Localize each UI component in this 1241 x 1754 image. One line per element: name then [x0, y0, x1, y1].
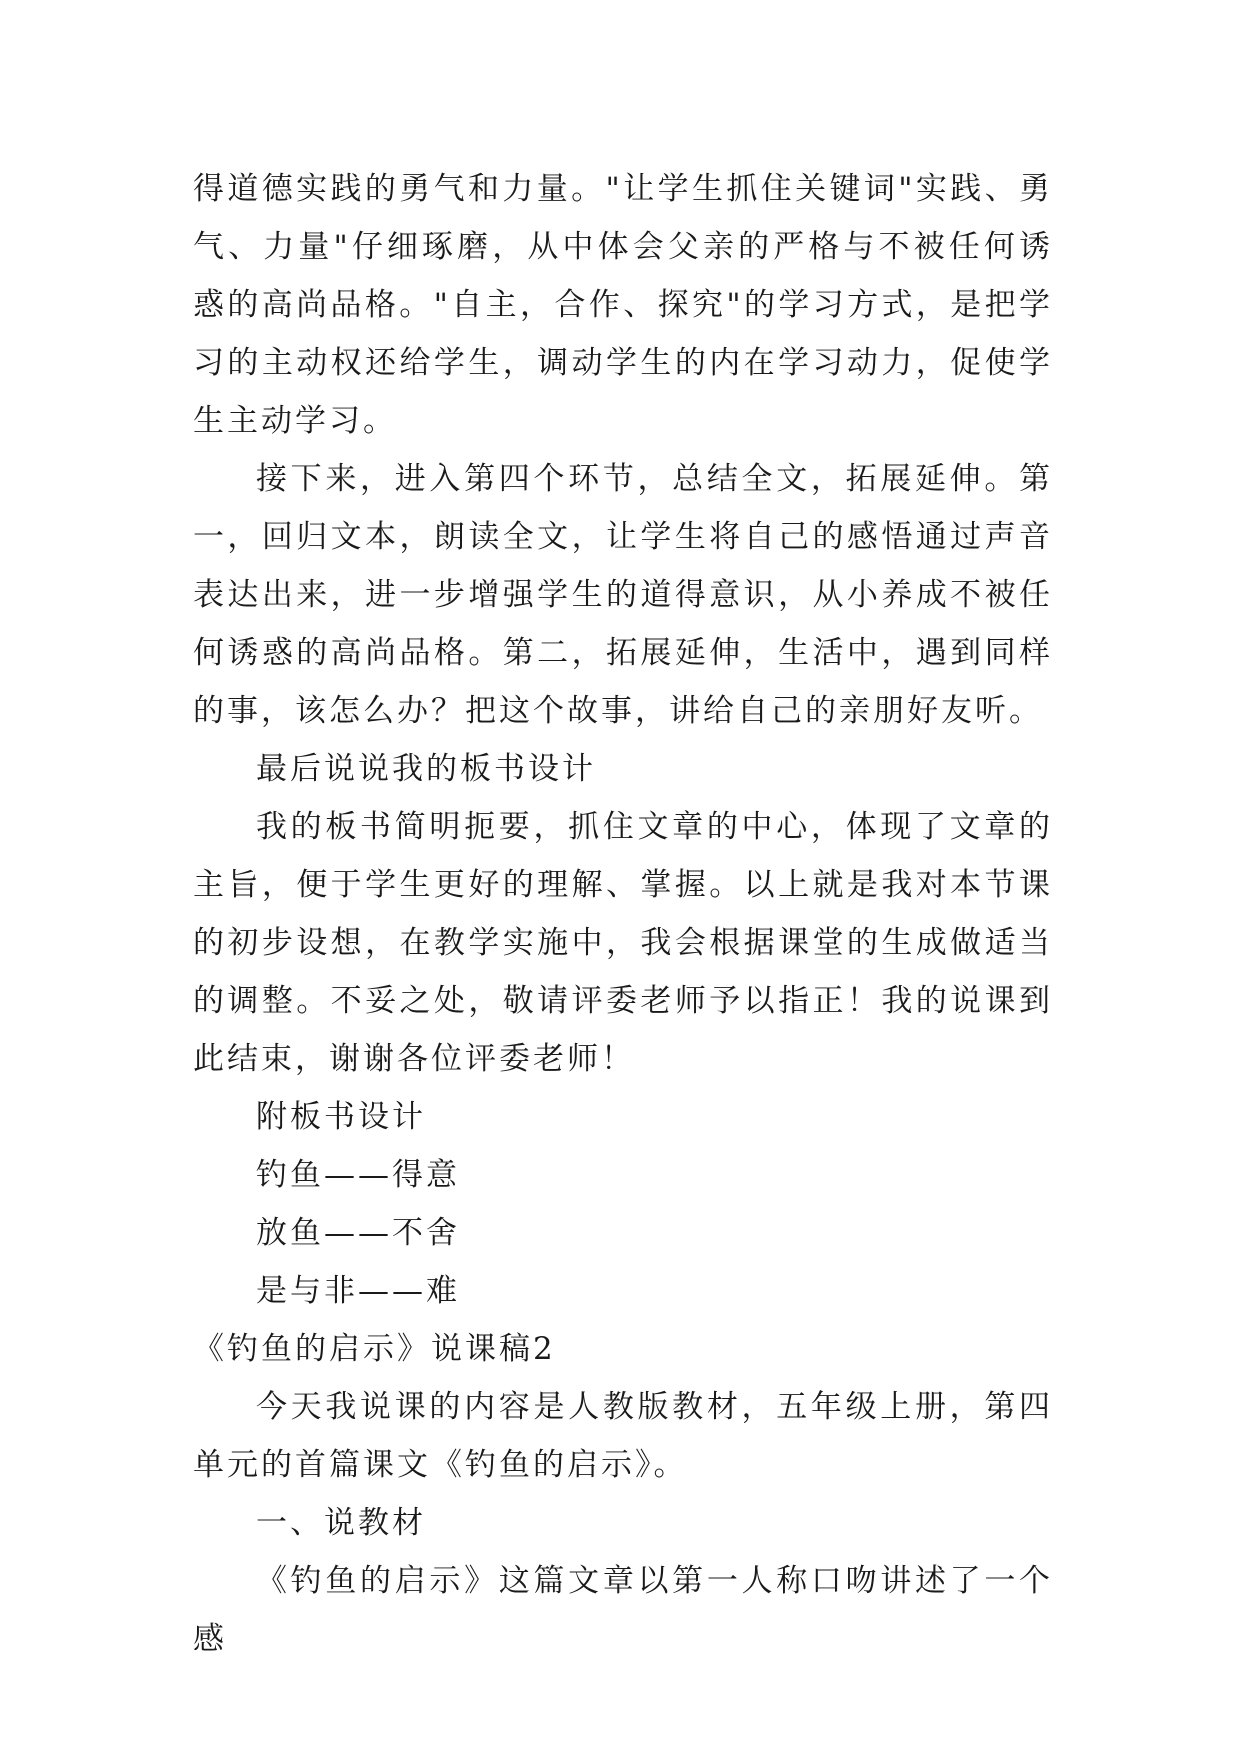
paragraph-textbook-description: 《钓鱼的启示》这篇文章以第一人称口吻讲述了一个感 — [193, 1563, 1053, 1657]
subheading-textbook: 一、说教材 — [256, 1505, 426, 1541]
paragraph-board-design-summary: 我的板书简明扼要，抓住文章的中心，体现了文章的主旨，便于学生更好的理解、掌握。以上就是我对本节课的初步设想，在教学实施中，我会根据课堂的生成做适当的调整。不妥之处，敬请评委老师予以指正！我的说课到此结束，谢谢各位评委老师！ — [193, 809, 1053, 1077]
board-design-line-2: 放鱼——不舍 — [256, 1215, 460, 1251]
paragraph-fourth-step: 接下来，进入第四个环节，总结全文，拓展延伸。第一，回归文本，朗读全文，让学生将自己的感悟通过声音表达出来，进一步增强学生的道得意识，从小养成不被任何诱惑的高尚品格。第二，拓展延伸，生活中，遇到同样的事，该怎么办？把这个故事，讲给自己的亲朋好友听。 — [193, 461, 1053, 729]
board-design-line-3: 是与非——难 — [256, 1273, 460, 1309]
board-design-heading: 附板书设计 — [256, 1099, 426, 1135]
board-design-line-1: 钓鱼——得意 — [256, 1157, 460, 1193]
section-title: 《钓鱼的启示》说课稿2 — [193, 1331, 556, 1367]
document-body — [193, 160, 1053, 1668]
paragraph-continuation: 得道德实践的勇气和力量。"让学生抓住关键词"实践、勇气、力量"仔细琢磨，从中体会父亲的严格与不被任何诱惑的高尚品格。"自主，合作、探究"的学习方式，是把学习的主动权还给学生，调动学生的内在学习动力，促使学生主动学习。 — [193, 171, 1053, 439]
paragraph-lesson-intro: 今天我说课的内容是人教版教材，五年级上册，第四单元的首篇课文《钓鱼的启示》。 — [193, 1389, 1053, 1483]
paragraph-board-design-intro: 最后说说我的板书设计 — [256, 751, 596, 787]
